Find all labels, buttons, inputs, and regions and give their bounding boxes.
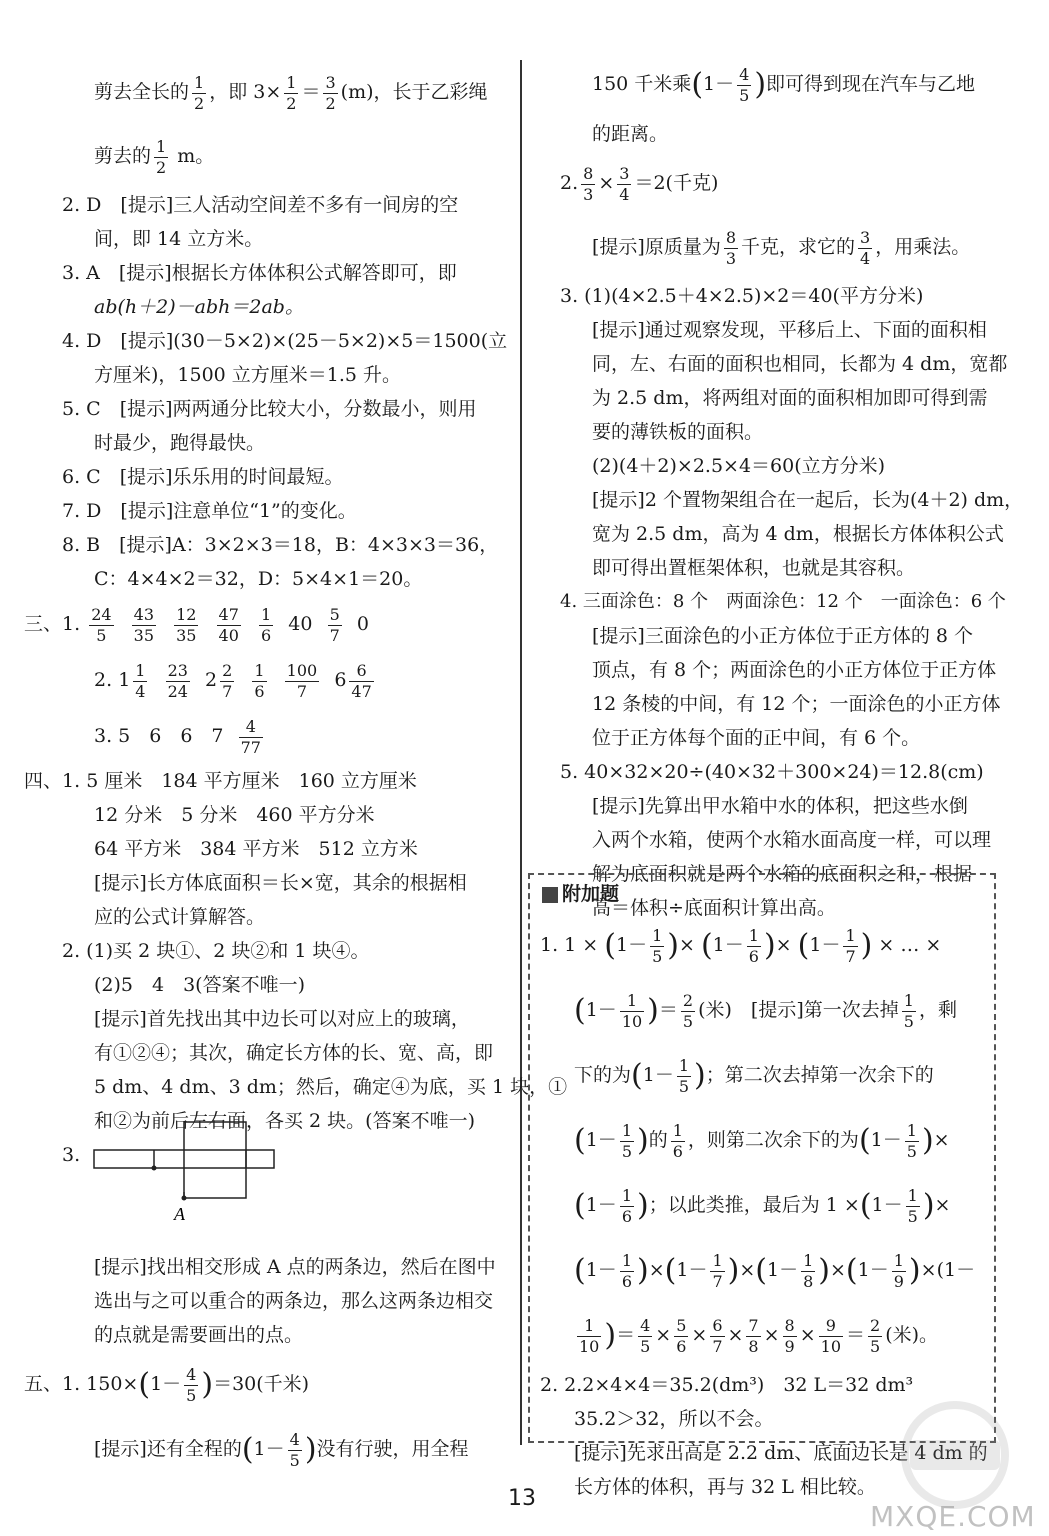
fraction: $\frac{1}{6}$: [261, 604, 272, 645]
text: 40: [288, 613, 313, 635]
answer-line: 150 千米乘(1－ $\frac{4}{5}$ )即可得到现在汽车与乙地: [592, 64, 976, 105]
answer-line: [62, 652, 510, 708]
answer-line: 下的为(1－ $\frac{1}{5}$ )；第二次去掉第一次余下的: [574, 1055, 934, 1096]
text: ，则第二次余下的为: [687, 1129, 859, 1151]
answer-line: 位于正方体每个面的正中间，有 6 个。: [592, 727, 921, 749]
answer-line: ab(h＋2)－abh＝2ab。: [94, 296, 304, 318]
text: ，用乘法。: [875, 236, 971, 258]
answer-line: 即可得出置框架体积，也就是其容积。: [592, 557, 916, 579]
fraction: $\frac{4}{77}$: [240, 716, 261, 757]
answer-line: 12 条棱的中间，有 12 个；一面涂色的小正方体: [592, 693, 1001, 715]
fraction: $\frac{1}{6}$: [748, 925, 759, 966]
answer-line: 间，即 14 立方米。: [94, 228, 264, 250]
fraction: $\frac{1}{5}$: [678, 1055, 690, 1096]
fraction: $\frac{1}{2}$: [194, 72, 205, 113]
answer-line: [提示]长方体底面积＝长×宽，其余的根据相: [94, 872, 467, 894]
answer-line: [提示]还有全程的(1－ $\frac{4}{5}$ )没有行驶，用全程: [94, 1429, 469, 1470]
fraction: $\frac{2}{5}$: [682, 990, 694, 1031]
fraction: $\frac{1}{7}$: [712, 1250, 723, 1291]
fraction: $\frac{1}{4}$: [135, 660, 146, 701]
text: 2: [205, 669, 218, 691]
text: 2.: [560, 172, 579, 194]
answer-line: 时最少，跑得最快。: [94, 432, 266, 454]
answer-line: 同，左、右面的面积也相同，长都为 4 dm，宽都: [592, 353, 1008, 375]
answer-line: [提示]三面涂色的小正方体位于正方体的 8 个: [592, 625, 973, 647]
answer-line: 4. 三面涂色：8 个 两面涂色：12 个 一面涂色：6 个: [560, 591, 1006, 612]
fraction: $\frac{4}{5}$: [640, 1315, 651, 1356]
answer-line: 1. 1 × (1－ $\frac{1}{5}$ )× (1－ $\frac{1}{6}$ )× (1－ $\frac{1}{7}$ ) × … ×: [540, 925, 942, 966]
answer-line: (2)5 4 3(答案不唯一): [94, 974, 306, 996]
section-label: 四、1.: [24, 770, 81, 792]
answer-line: [提示]先算出甲水箱中水的体积，把这些水倒: [592, 795, 968, 817]
answer-line: C：4×4×2＝32，D：5×4×1＝20。: [94, 568, 423, 590]
bonus-section: [528, 873, 996, 1498]
text: 5 厘米 184 平方厘米 160 立方厘米: [86, 770, 417, 792]
fraction: $\frac{3}{2}$: [325, 72, 336, 113]
answer-line: [提示]找出相交形成 A 点的两条边，然后在图中: [94, 1256, 496, 1278]
fraction: $\frac{100}{7}$: [286, 660, 318, 701]
answer-line: [提示]先求出高是 2.2 dm、底面边长是 4 dm 的: [574, 1442, 988, 1464]
answer-line: 7. D [提示]注意单位“1”的变化。: [62, 500, 357, 522]
text: ，剩: [918, 999, 957, 1021]
fraction: $\frac{4}{5}$: [186, 1364, 197, 1405]
answer-line: (2)(4＋2)×2.5×4＝60(立方分米): [592, 455, 886, 477]
text: 150 千米乘: [592, 73, 692, 95]
text: 即可得到现在汽车与乙地: [766, 73, 976, 95]
answer-line: 5. C [提示]两两通分比较大小，分数最小，则用: [62, 398, 477, 420]
text: (米) [提示]第一次去掉: [698, 999, 899, 1021]
fraction: $\frac{24}{5}$: [91, 604, 112, 645]
text: 3. 5 6 6 7: [94, 725, 224, 747]
fraction: $\frac{6}{7}$: [712, 1315, 723, 1356]
answer-line: 要的薄铁板的面积。: [592, 421, 764, 443]
answer-line: [62, 124, 510, 188]
cube-net-figure: [92, 1120, 292, 1230]
answer-line: [提示]首先找出其中边长可以对应上的玻璃，: [94, 1008, 470, 1030]
fraction: $\frac{1}{9}$: [893, 1250, 904, 1291]
page-number: 13: [508, 1486, 536, 1511]
answer-line: 选出与之可以重合的两条边，那么这两条边相交: [94, 1290, 494, 1312]
fraction: $\frac{1}{10}$: [621, 990, 643, 1031]
answer-line: (1－ $\frac{1}{6}$ )；以此类推，最后为 1 ×(1－ $\frac{1}{5}$ )×: [574, 1185, 951, 1226]
text: 1: [118, 669, 131, 691]
answer-line: 和②为前后左右面，各买 2 块。(答案不唯一): [94, 1110, 475, 1132]
fraction: $\frac{1}{6}$: [254, 660, 265, 701]
answer-line: [24, 596, 510, 652]
fraction: $\frac{1}{10}$: [579, 1315, 600, 1356]
fraction: $\frac{8}{9}$: [784, 1315, 795, 1356]
text: ，即 3×: [209, 81, 282, 103]
answer-line: 8. B [提示]A：3×2×3＝18，B：4×3×3＝36，: [62, 534, 499, 556]
section-label: 五、1. 150×: [24, 1373, 139, 1395]
fraction: $\frac{1}{5}$: [907, 1185, 918, 1226]
fraction: $\frac{43}{35}$: [133, 604, 154, 645]
text: 6: [334, 669, 347, 691]
answer-line: 长方体的体积，再与 32 L 相比较。: [574, 1476, 876, 1498]
answer-line: 的距离。: [592, 123, 669, 145]
text: [提示]还有全程的: [94, 1438, 242, 1460]
fraction: $\frac{1}{8}$: [803, 1250, 814, 1291]
fraction: $\frac{1}{2}$: [286, 72, 297, 113]
text: 2.: [94, 669, 113, 691]
fraction: $\frac{47}{40}$: [218, 604, 239, 645]
text: 的: [648, 1129, 668, 1151]
text: (m)，长于乙彩绳: [340, 81, 488, 103]
fraction: $\frac{5}{6}$: [676, 1315, 687, 1356]
answer-line: [提示]2 个置物架组合在一起后，长为(4＋2) dm，: [592, 489, 1024, 511]
answer-line: [62, 60, 510, 124]
fraction: $\frac{6}{47}$: [351, 660, 372, 701]
net-square: [184, 1122, 246, 1198]
answer-line: 2. D [提示]三人活动空间差不多有一间房的空: [62, 194, 459, 216]
text: 千克，求它的: [741, 236, 856, 258]
text: 下的为: [574, 1064, 632, 1086]
text: (1－: [936, 1259, 976, 1281]
answer-line: [提示]通过观察发现，平移后上、下面的面积相: [592, 319, 987, 341]
text: × … ×: [878, 934, 942, 956]
section-label: 三、1.: [24, 613, 81, 635]
answer-line: [24, 764, 510, 798]
text: ＝2(千克): [634, 172, 719, 194]
right-column: [560, 52, 1024, 925]
point-a-label: A: [174, 1204, 185, 1224]
answer-line: 5. 40×32×20÷(40×32＋300×24)＝12.8(cm): [560, 761, 984, 783]
text: 0: [356, 613, 369, 635]
text: (米)。: [885, 1324, 939, 1346]
text: 剪去的: [94, 145, 152, 167]
fraction: $\frac{1}{5}$: [906, 1120, 917, 1161]
answer-line: 5 dm、4 dm、3 dm；然后，确定④为底，买 1 块，①: [94, 1076, 568, 1098]
fraction: $\frac{1}{5}$: [903, 990, 914, 1031]
fraction: $\frac{8}{3}$: [725, 227, 737, 268]
answer-line: 2. 2.2×4×4＝35.2(dm³) 32 L＝32 dm³: [540, 1374, 914, 1396]
answer-line: 高＝体积÷底面积计算出高。: [592, 897, 836, 919]
fraction: $\frac{1}{6}$: [621, 1250, 632, 1291]
text: ＝: [301, 81, 321, 103]
answer-line: (1－ $\frac{1}{6}$ )×(1－ $\frac{1}{7}$ )×(1－ $\frac{1}{8}$ )×(1－ $\frac{1}{9}$ )×(1－: [574, 1250, 976, 1291]
answer-line: 2. (1)买 2 块①、2 块②和 1 块④。: [62, 940, 370, 962]
answer-line: (1－ $\frac{1}{10}$ )＝ $\frac{2}{5}$ (米) [提示]第一次去掉 $\frac{1}{5}$ ，剩: [574, 990, 957, 1031]
fraction: $\frac{1}{2}$: [156, 136, 167, 177]
text: [提示]原质量为: [592, 236, 721, 258]
fraction: $\frac{3}{4}$: [860, 227, 871, 268]
answer-line: 宽为 2.5 dm，高为 4 dm，根据长方体体积公式: [592, 523, 1004, 545]
text: ；以此类推，最后为 1 ×: [648, 1194, 860, 1216]
answer-line: 6. C [提示]乐乐用的时间最短。: [62, 466, 344, 488]
answer-line: $\frac{1}{10}$ )＝ $\frac{4}{5}$ × $\frac{5}{6}$ × $\frac{6}{7}$ × $\frac{7}{8}$ × $\frac{8}{9}$ × $\frac{9}{10}$ ＝ $\frac{2}{5}$ (米)。: [579, 1315, 939, 1356]
fraction: $\frac{3}{4}$: [619, 163, 630, 204]
fraction: $\frac{1}{5}$: [652, 925, 663, 966]
fraction: $\frac{1}{6}$: [672, 1120, 683, 1161]
fraction: $\frac{1}{6}$: [621, 1185, 632, 1226]
bonus-icon: [542, 887, 558, 903]
text: ；第二次去掉第一次余下的: [705, 1064, 934, 1086]
net-point: [152, 1166, 157, 1171]
answer-line: 64 平方米 384 平方米 512 立方米: [94, 838, 418, 860]
fraction: $\frac{2}{7}$: [222, 660, 233, 701]
answer-line: 入两个水箱，使两个水箱水面高度一样，可以理: [592, 829, 992, 851]
answer-line: 应的公式计算解答。: [94, 906, 266, 928]
watermark-text: MXQE.COM: [870, 1500, 1036, 1533]
text: 1. 1 ×: [540, 934, 599, 956]
answer-line: 顶点，有 8 个；两面涂色的小正方体位于正方体: [592, 659, 997, 681]
fraction: $\frac{4}{5}$: [739, 64, 750, 105]
text: m。: [171, 145, 215, 167]
fraction: $\frac{8}{3}$: [583, 163, 594, 204]
answer-line: 有①②④；其次，确定长方体的长、宽、高，即: [94, 1042, 494, 1064]
answer-line: 五、1. 150×(1－ $\frac{4}{5}$ )＝30(千米): [24, 1364, 310, 1405]
fraction: $\frac{1}{5}$: [621, 1120, 632, 1161]
answer-line: [560, 215, 1000, 279]
answer-line: 3.: [62, 1144, 81, 1166]
answer-line: 方厘米)，1500 立方厘米＝1.5 升。: [94, 364, 402, 386]
fraction: $\frac{12}{35}$: [176, 604, 197, 645]
column-divider: [520, 60, 522, 1445]
answer-line: 解为底面积就是两个水箱的底面积之和，根据: [592, 863, 973, 885]
answer-line: (1－ $\frac{1}{5}$ )的 $\frac{1}{6}$ ，则第二次余下的为(1－ $\frac{1}{5}$ )×: [574, 1120, 950, 1161]
left-column: [24, 60, 568, 1482]
answer-line: 12 分米 5 分米 460 平方分米: [94, 804, 375, 826]
fraction: $\frac{5}{7}$: [329, 604, 340, 645]
fraction: $\frac{9}{10}$: [820, 1315, 841, 1356]
answer-line: 3. (1)(4×2.5＋4×2.5)×2＝40(平方分米): [560, 285, 924, 307]
answer-line: [62, 708, 510, 764]
answer-line: 的点就是需要画出的点。: [94, 1324, 304, 1346]
answer-line: 4. D [提示](30－5×2)×(25－5×2)×5＝1500(立: [62, 330, 508, 352]
fraction: $\frac{2}{5}$: [870, 1315, 881, 1356]
text: 没有行驶，用全程: [316, 1438, 469, 1460]
text: 附加题: [562, 883, 620, 905]
answer-line: 3. A [提示]根据长方体体积公式解答即可，即: [62, 262, 457, 284]
fraction: $\frac{23}{24}$: [167, 660, 188, 701]
text: ＝30(千米): [213, 1373, 310, 1395]
fraction: $\frac{1}{7}$: [845, 925, 856, 966]
answer-line: 为 2.5 dm，将两组对面的面积相加即可得到需: [592, 387, 988, 409]
point-a-marker: [182, 1196, 187, 1201]
fraction: $\frac{4}{5}$: [289, 1429, 300, 1470]
bonus-title: [542, 879, 619, 906]
answer-line: 35.2＞32，所以不会。: [574, 1408, 774, 1430]
answer-line: 2. $\frac{8}{3}$ × $\frac{3}{4}$ ＝2(千克): [560, 163, 719, 204]
text: 剪去全长的: [94, 81, 190, 103]
fraction: $\frac{7}{8}$: [748, 1315, 759, 1356]
